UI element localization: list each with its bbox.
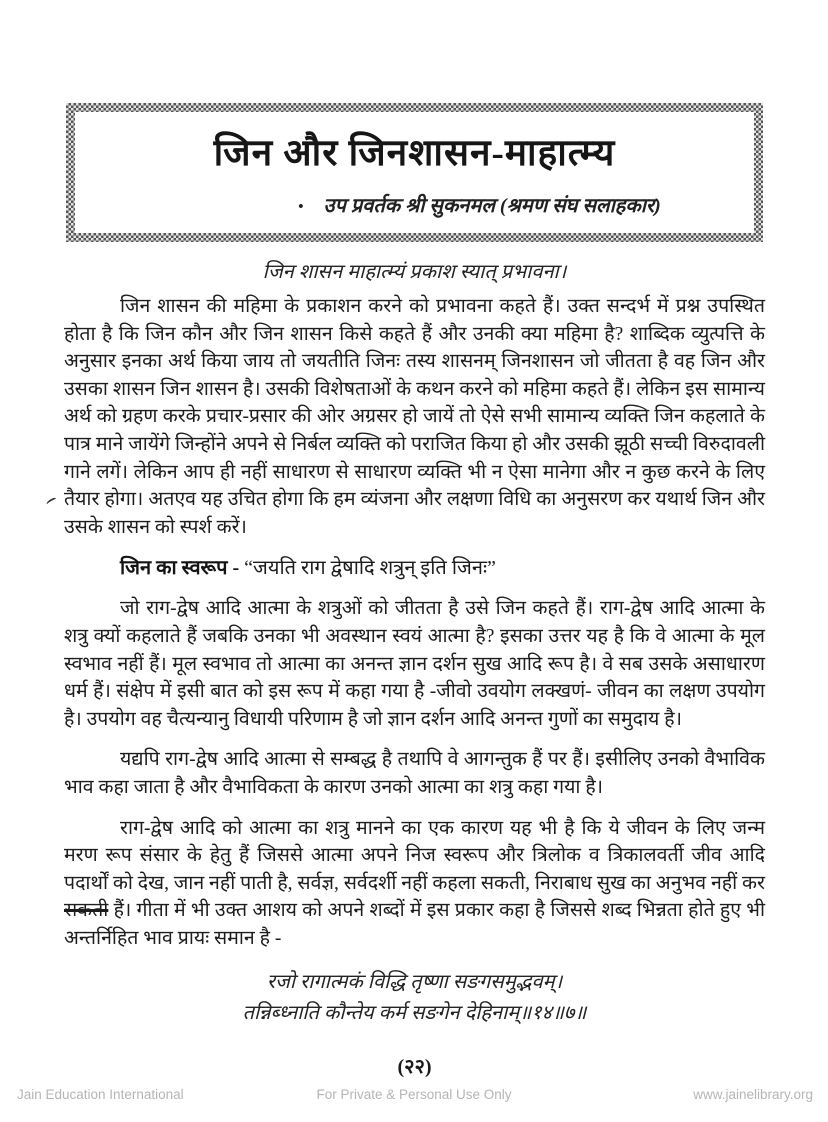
section-heading-quote: “जयति राग द्वेषादि शत्रुन् इति जिनः” xyxy=(244,557,496,580)
paragraph-3: यद्यपि राग-द्वेष आदि आत्मा से सम्बद्ध है तथापि वे आगन्तुक हैं पर हैं। इसीलिए उनको वैभाविक भाव कहा जाता है और वैभाविकता के कारण उनको आत्मा का शत्रु कहा गया है। xyxy=(64,749,765,798)
paragraph-4-text-cont: हैं। गीता में भी उक्त आशय को अपने शब्दों में इस प्रकार कहा है जिससे शब्द भिन्नता होते हुए भी अन्तर्निहित भाव प्रायः समान है - xyxy=(64,900,765,949)
verse-line-1: रजो रागात्मकं विद्धि तृष्णा सङगसमुद्भवम्। xyxy=(266,971,563,994)
title-box-inner xyxy=(75,112,754,233)
paragraph-4-text: राग-द्वेष आदि को आत्मा का शत्रु मानने का एक कारण यह भी है कि ये जीवन के लिए जन्म मरण रूप संसार के हेतु हैं जिससे आत्मा अपने निज स्वरूप और त्रिलोक व त्रिकालवर्ती जीव आदि पदार्थों को देख, जान नहीं पाती है, सर्वज्ञ, सर्वदर्शी नहीं कहला सकती, निराबाध सुख का अनुभव नहीं कर xyxy=(64,817,765,894)
gita-verse xyxy=(64,967,765,1029)
verse-line-2: तन्निब्ध्नाति कौन्तेय कर्म सङगेन देहिनाम्॥१४॥७॥ xyxy=(242,1002,587,1025)
paragraph-4 xyxy=(64,815,765,953)
footer-website: www.jainelibrary.org xyxy=(693,1087,813,1102)
page-content xyxy=(64,257,765,1079)
title-box xyxy=(66,103,763,242)
page-number: (२२) xyxy=(397,1056,432,1079)
page-title: जिन और जिनशासन-माहात्म्य xyxy=(213,133,616,174)
bullet-icon: • xyxy=(298,198,304,215)
section-heading xyxy=(64,554,765,582)
author-line xyxy=(75,191,754,218)
section-heading-label: जिन का स्वरूप - xyxy=(120,557,245,580)
footer xyxy=(0,1087,828,1107)
paragraph-2: जो राग-द्वेष आदि आत्मा के शत्रुओं को जीतता है उसे जिन कहते हैं। राग-द्वेष आदि आत्मा के शत्रु क्यों कहलाते हैं जबकि उनका भी अवस्थान स्वयं आत्मा है? इसका उत्तर यह है कि वे आत्मा के मूल स्वभाव नहीं हैं। मूल स्वभाव तो आत्मा का अनन्त ज्ञान दर्शन सुख आदि रूप है। वे सब उसके असाधारण धर्म हैं। संक्षेप में इसी बात को इस रूप में कहा गया है -जीवो उवयोग लक्खणं- जीवन का लक्षण उपयोग है। उपयोग वह चैत्यन्यानु विधायी परिणाम है जो ज्ञान दर्शन आदि अनन्त गुणों का समुदाय है। xyxy=(64,598,765,730)
scan-stray-mark xyxy=(45,497,57,507)
struck-word: सकती xyxy=(64,900,109,922)
footer-usage-note: For Private & Personal Use Only xyxy=(316,1087,512,1102)
paragraph-1: जिन शासन की महिमा के प्रकाशन करने को प्रभावना कहते हैं। उक्त सन्दर्भ में प्रश्न उपस्थित होता है कि जिन कौन और जिन शासन किसे कहते हैं और उनकी क्या महिमा है? शाब्दिक व्युत्पत्ति के अनुसार इनका अर्थ किया जाय तो जयतीति जिनः तस्य शासनम् जिनशासन जो जीतता है वह जिन और उसका शासन जिन शासन है। उसकी विशेषताओं के कथन करने को महिमा कहते हैं। लेकिन इस सामान्य अर्थ को ग्रहण करके प्रचार-प्रसार की ओर अग्रसर हो जायें तो ऐसे सभी सामान्य व्यक्ति जिन कहलाते के पात्र माने जायेंगे जिन्होंने अपने से निर्बल व्यक्ति को पराजित किया हो और उसकी झूठी सच्ची विरुदावली गाने लगें। लेकिन आप ही नहीं साधारण से साधारण व्यक्ति भी न ऐसा मानेगा और न कुछ करने के लिए तैयार होगा। अतएव यह उचित होगा कि हम व्यंजना और लक्षणा विधि का अनुसरण कर यथार्थ जिन और उसके शासन को स्पर्श करें। xyxy=(64,296,765,538)
epigraph-shloka: जिन शासन माहात्म्यं प्रकाश स्यात् प्रभावना। xyxy=(262,261,567,283)
author-text: उप प्रवर्तक श्री सुकनमल (श्रमण संघ सलाहकार) xyxy=(323,195,661,217)
footer-publisher: Jain Education International xyxy=(17,1087,184,1102)
